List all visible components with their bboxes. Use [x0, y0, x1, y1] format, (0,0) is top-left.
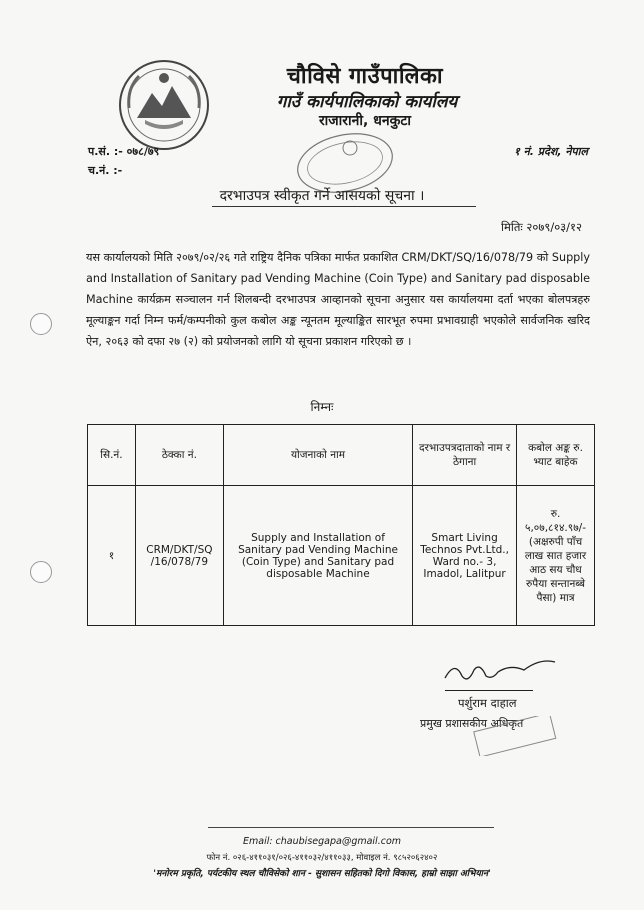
header-bidder: दरभाउपत्रदाताको नाम र ठेगाना: [413, 425, 517, 486]
signature-scribble-icon: [440, 650, 560, 690]
footer-motto: 'मनोरम प्रकृति, पर्यटकीय स्थल चौविसेको शान - सुशासन सहितको दिगो विकास, हाम्रो साझा अभियान': [153, 869, 491, 879]
header-contract: ठेक्का नं.: [135, 425, 223, 486]
notice-date: मितिः २०७९/०३/१२: [501, 220, 582, 234]
bid-table: [87, 424, 595, 626]
header-amount: कबोल अङ्क रु. भ्याट बाहेक: [517, 425, 595, 486]
footer-phone: फोन नं. ०२६-४११०३१/०२६-४११०३२/४११०३३, मोवाइल नं. ९८५२०६२४०२: [206, 853, 438, 863]
list-heading: निम्नः: [310, 400, 334, 414]
province-label: १ नं. प्रदेश, नेपाल: [514, 145, 588, 158]
notice-title: दरभाउपत्र स्वीकृत गर्ने आसयको सूचना ।: [0, 186, 644, 205]
office-location: राजारानी, धनकुटा: [318, 113, 412, 129]
footer-email: Email: chaubisegapa@gmail.com: [242, 836, 402, 847]
cell-bidder: Smart Living Technos Pvt.Ltd., Ward no.- 3, Imadol, Lalitpur: [413, 486, 517, 626]
title-underline: [212, 206, 476, 207]
cell-amount: रु. ५,०७,८१४.९७/- (अक्षरुपी पाँच लाख सात हजार आठ सय चौध रुपैया सन्तानब्बे पैसा) मात्र: [517, 486, 595, 626]
signature-line: [445, 690, 533, 691]
punch-hole: [30, 561, 52, 583]
fiscal-reference: प.सं. :- ०७८/७९: [88, 145, 160, 158]
cell-contract: CRM/DKT/SQ /16/078/79: [135, 486, 223, 626]
cell-serial: १: [88, 486, 136, 626]
dispatch-reference: च.नं. :-: [88, 164, 123, 177]
signatory-name: पर्शुराम दाहाल: [458, 696, 517, 710]
table-header-row: [88, 425, 595, 486]
header-project: योजनाको नाम: [223, 425, 412, 486]
notice-body: यस कार्यालयको मिति २०७९/०२/२६ गते राष्ट्रिय दैनिक पत्रिका मार्फत प्रकाशित CRM/DKT/SQ/16/078/79 को Supply and Installation of Sanitary pad Vending Machine (Coin Type) and Sanitary pad disposable Machine कार्यक्रम सञ्चालन गर्न शिलबन्दी दरभाउपत्र आव्हानको सूचना अनुसार यस कार्यालयमा दर्ता भएका बोलपत्रहरु मूल्याङ्कन गर्दा निम्न फर्म/कम्पनीको कुल कबोल अङ्क न्यूनतम मूल्याङ्कित सारभूत रुपमा प्रभावग्राही भएकोले सार्वजनिक खरिद ऐन, २०६३ को दफा २७ (२) को प्रयोजनको लागि यो सूचना प्रकाशन गरिएको छ ।: [86, 251, 590, 348]
office-title: गाउँ कार्यपालिकाको कार्यालय: [276, 92, 458, 112]
table-row: [88, 486, 595, 626]
cell-project: Supply and Installation of Sanitary pad Vending Machine (Coin Type) and Sanitary pad disposable Machine: [223, 486, 412, 626]
header-serial: सि.नं.: [88, 425, 136, 486]
footer-divider: [208, 827, 494, 828]
municipality-title: चौविसे गाउँपालिका: [286, 64, 444, 89]
nepal-emblem-icon: [117, 58, 211, 152]
punch-hole: [30, 313, 52, 335]
official-stamp-icon: [470, 716, 560, 756]
signatory-title: प्रमुख प्रशासकीय अधिकृत: [420, 717, 524, 730]
